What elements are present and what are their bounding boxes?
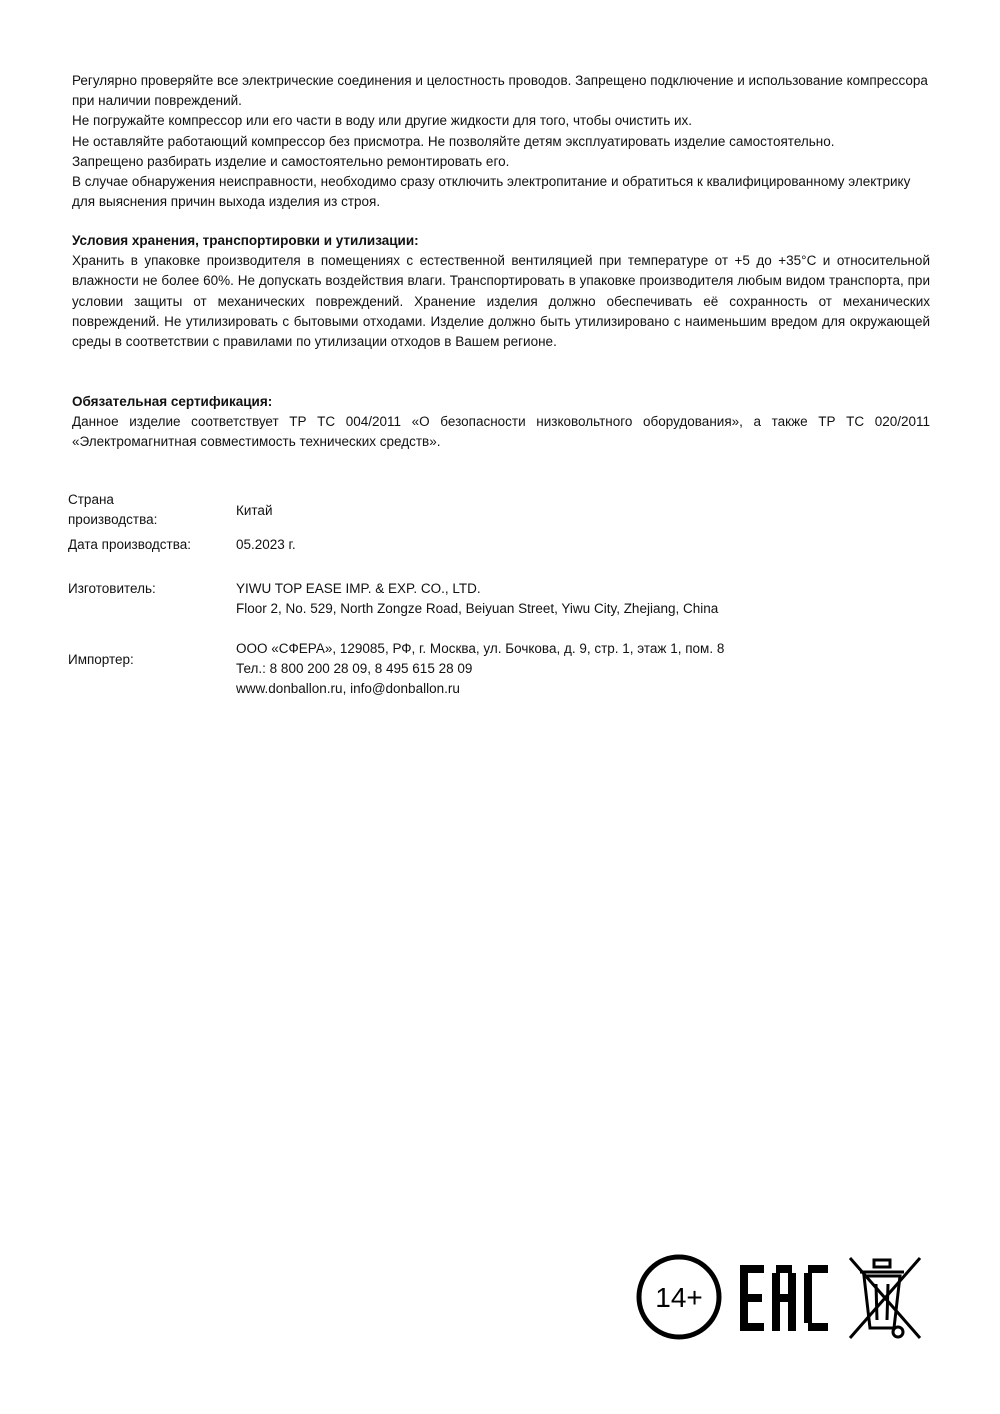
certification-section — [72, 392, 930, 453]
warning-line: Не оставляйте работающий компрессор без присмотра. Не позволяйте детям эксплуатировать изделие самостоятельно. — [72, 133, 835, 149]
crossed-bin-icon — [850, 1258, 920, 1338]
manufacturer-name: YIWU TOP EASE IMP. & EXP. CO., LTD. — [236, 581, 481, 596]
warning-line: Регулярно проверяйте все электрические соединения и целостность проводов. Запрещено подключение и использование компрессора при наличии повреждений. — [72, 73, 928, 109]
warning-line: В случае обнаружения неисправности, необходимо сразу отключить электропитание и обратиться к квалифицированному электрику для выяснения причин выхода изделия из строя. — [72, 174, 911, 210]
importer-label: Импортер: — [68, 652, 134, 667]
importer-value — [236, 639, 936, 699]
eac-mark-icon — [740, 1265, 828, 1331]
warning-line: Запрещено разбирать изделие и самостоятельно ремонтировать его. — [72, 153, 510, 169]
manufacturer-address: Floor 2, No. 529, North Zongze Road, Beiyuan Street, Yiwu City, Zhejiang, China — [236, 601, 719, 616]
country-value: Китай — [236, 503, 273, 518]
manufacturer-label: Изготовитель: — [68, 581, 156, 596]
date-label: Дата производства: — [68, 537, 192, 552]
safety-warnings — [72, 71, 930, 212]
country-label: Страна производства: — [68, 492, 158, 527]
date-value: 05.2023 г. — [236, 537, 296, 552]
storage-text: Хранить в упаковке производителя в помещениях с естественной вентиляцией при температуре от +5 до +35°С и относительной влажности не более 60%. Не допускать воздействия влаги. Транспортировать в упаковке производителя любым видом транспорта, при условии защиты от механических повреждений. Хранение изделия должно обеспечивать её сохранность от механических повреждений. Не утилизировать с бытовыми отходами. Изделие должно быть утилизировано с наименьшим вредом для окружающей среды в соответствии с правилами по утилизации отходов в Вашем регионе. — [72, 253, 930, 350]
storage-heading: Условия хранения, транспортировки и утилизации: — [72, 233, 419, 248]
certification-text: Данное изделие соответствует ТР ТС 004/2011 «О безопасности низковольтного оборудования», а также ТР ТС 020/2011 «Электромагнитная совместимость технических средств». — [72, 414, 930, 450]
certification-marks — [636, 1248, 928, 1344]
importer-address: ООО «СФЕРА», 129085, РФ, г. Москва, ул. Бочкова, д. 9, стр. 1, этаж 1, пом. 8 — [236, 641, 725, 656]
age-rating-label: 14+ — [655, 1282, 703, 1313]
importer-phone: Тел.: 8 800 200 28 09, 8 495 615 28 09 — [236, 661, 473, 676]
warning-line: Не погружайте компрессор или его части в воду или другие жидкости для того, чтобы очистить их. — [72, 113, 693, 129]
age-rating-icon — [639, 1257, 719, 1337]
certification-heading: Обязательная сертификация: — [72, 394, 273, 409]
storage-section — [72, 231, 930, 352]
manufacturer-value — [236, 579, 936, 619]
importer-web: www.donballon.ru, info@donballon.ru — [236, 681, 460, 696]
